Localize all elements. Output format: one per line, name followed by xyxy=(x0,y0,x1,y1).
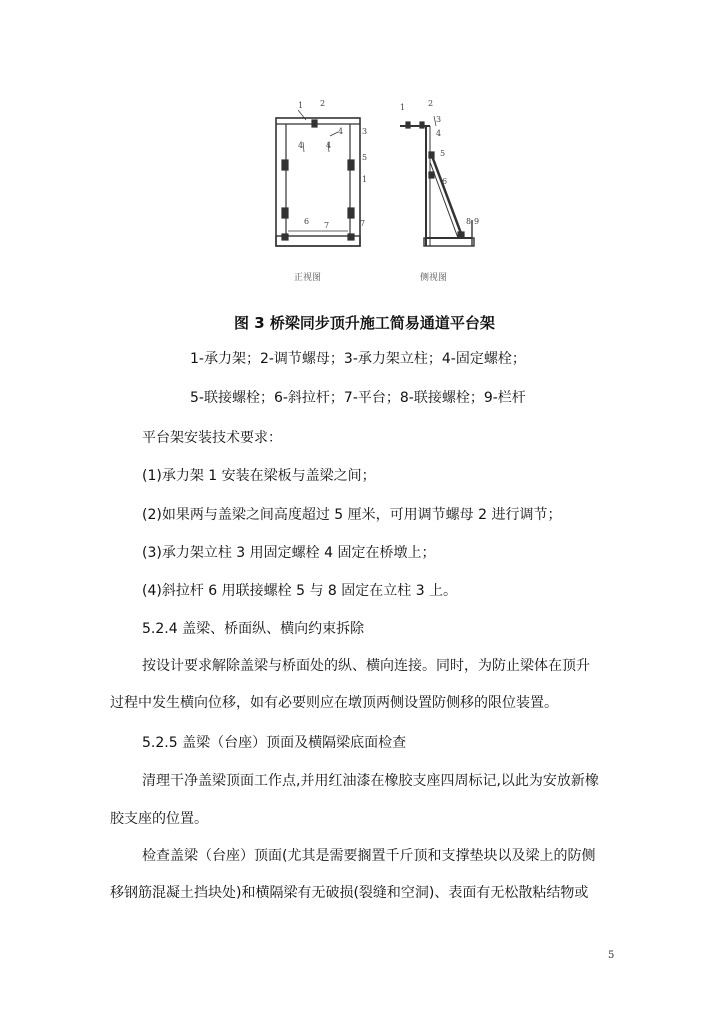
front-view-label: 正视图 xyxy=(294,273,322,283)
paragraph-line: 检查盖梁（台座）顶面(尤其是需要搁置千斤顶和支撑垫块以及梁上的防侧 xyxy=(142,848,596,864)
paragraph-line: 按设计要求解除盖梁与桥面处的纵、横向连接。同时，为防止梁体在顶升 xyxy=(142,658,590,674)
svg-text:6: 6 xyxy=(442,177,448,186)
svg-text:1: 1 xyxy=(362,175,368,184)
front-view-drawing xyxy=(276,110,360,246)
paragraph-line: (4)斜拉杆 6 用联接螺栓 5 与 8 固定在立柱 3 上。 xyxy=(142,583,458,599)
section-heading: 5.2.5 盖梁（台座）顶面及横隔梁底面检查 xyxy=(142,735,407,751)
svg-text:4: 4 xyxy=(298,141,304,150)
paragraph-line: (1)承力架 1 安装在梁板与盖梁之间； xyxy=(142,468,376,484)
page-number: 5 xyxy=(608,950,615,961)
svg-text:1: 1 xyxy=(298,101,304,110)
paragraph-line: 移钢筋混凝土挡块处)和横隔梁有无破损(裂缝和空洞)、表面有无松散粘结物或 xyxy=(110,885,589,901)
paragraph-line: (3)承力架立柱 3 用固定螺栓 4 固定在桥墩上； xyxy=(142,545,436,561)
side-view-label: 侧视图 xyxy=(420,273,448,283)
svg-text:9: 9 xyxy=(474,217,480,226)
svg-text:3: 3 xyxy=(436,115,442,124)
svg-text:5: 5 xyxy=(362,153,368,162)
svg-text:4: 4 xyxy=(326,141,332,150)
legend-line: 1-承力架；2-调节螺母；3-承力架立柱；4-固定螺栓； xyxy=(190,351,526,367)
svg-text:1: 1 xyxy=(400,103,406,112)
svg-text:4: 4 xyxy=(436,129,442,138)
svg-text:7: 7 xyxy=(360,219,366,228)
svg-text:2: 2 xyxy=(320,99,326,108)
svg-text:2: 2 xyxy=(428,99,434,108)
svg-text:8: 8 xyxy=(466,217,472,226)
paragraph-line: 平台架安装技术要求： xyxy=(142,430,282,446)
svg-text:3: 3 xyxy=(362,127,368,136)
legend-line: 5-联接螺栓；6-斜拉杆；7-平台；8-联接螺栓；9-栏杆 xyxy=(190,390,526,406)
side-view-callouts xyxy=(400,99,479,226)
section-heading: 5.2.4 盖梁、桥面纵、横向约束拆除 xyxy=(142,621,365,637)
paragraph-line: 清理干净盖梁顶面工作点,并用红油漆在橡胶支座四周标记,以此为安放新橡 xyxy=(142,773,599,789)
platform-frame-figure xyxy=(268,96,488,292)
platform-frame-drawing xyxy=(268,96,488,292)
svg-text:4: 4 xyxy=(338,127,344,136)
paragraph-line: (2)如果两与盖梁之间高度超过 5 厘米，可用调节螺母 2 进行调节； xyxy=(142,507,562,523)
svg-text:7: 7 xyxy=(324,221,330,230)
paragraph-line: 过程中发生横向位移，如有必要则应在墩顶两侧设置防侧移的限位装置。 xyxy=(110,695,558,711)
paragraph-line: 胶支座的位置。 xyxy=(110,811,208,827)
figure-caption: 图 3 桥梁同步顶升施工简易通道平台架 xyxy=(234,314,495,332)
svg-text:5: 5 xyxy=(440,149,446,158)
svg-text:6: 6 xyxy=(304,217,310,226)
